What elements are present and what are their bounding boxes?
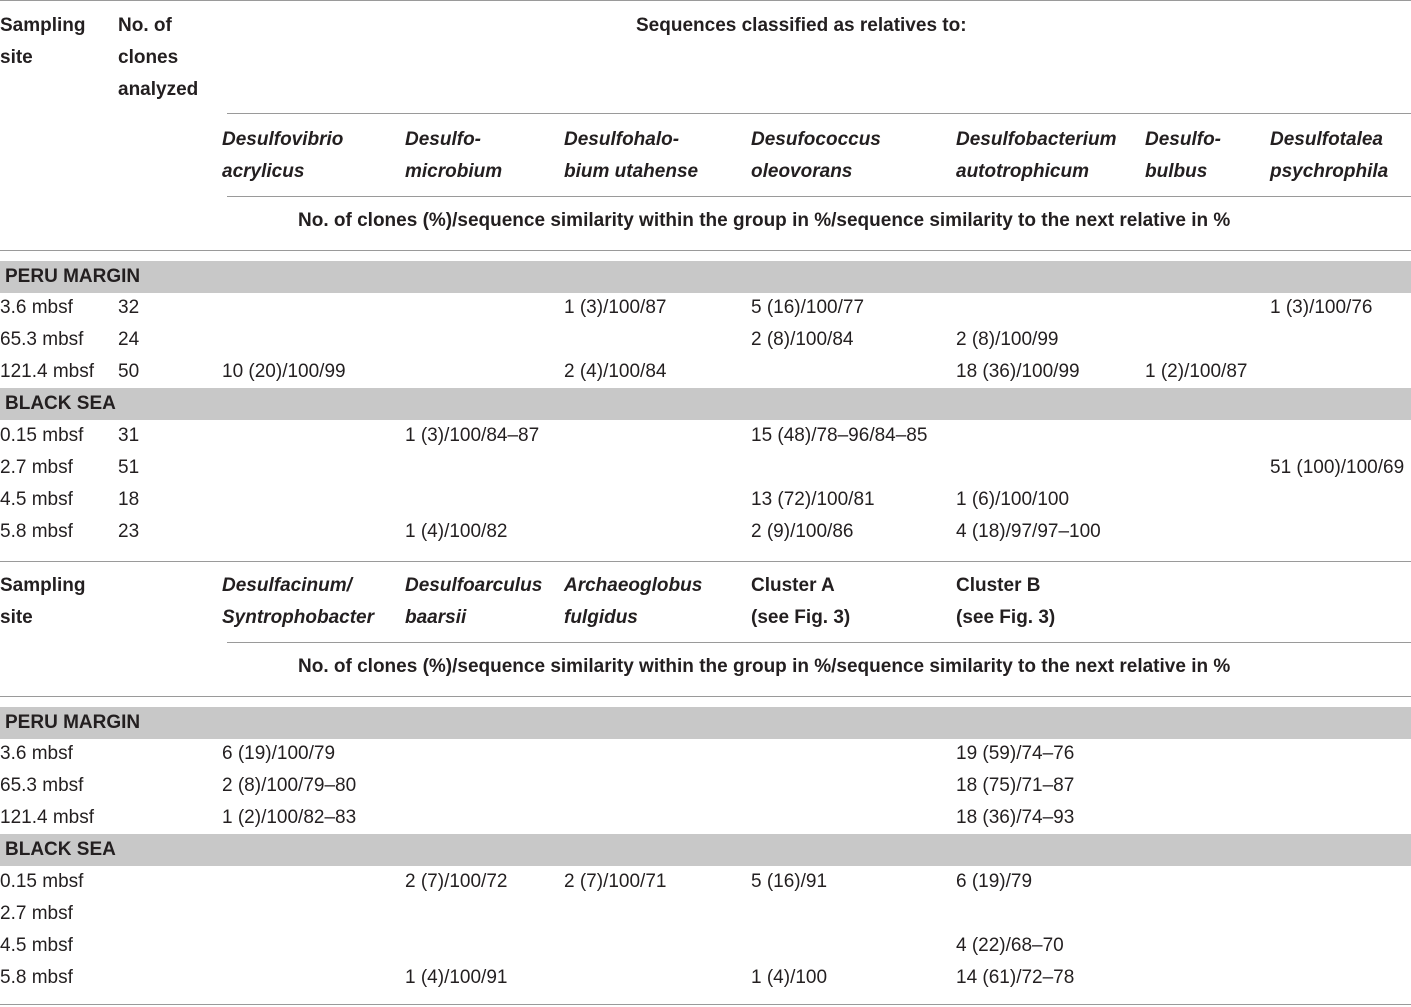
section1-black-sea-band [0,388,1411,420]
group2-header-0: Syntrophobacter [222,607,375,628]
group2-header-0: Desulfacinum/ [222,575,352,596]
group-header-4: Desulfobacterium [956,129,1117,150]
table-cell: 6 (19)/79 [956,871,1033,892]
table-cell: 19 (59)/74–76 [956,743,1075,764]
table-cell: 4 (22)/68–70 [956,935,1064,956]
group-header-3: Desufococcus [751,129,881,150]
table-row-site: 5.8 mbsf [0,521,73,542]
group-header-1: microbium [405,161,503,182]
table-cell: 1 (2)/100/82–83 [222,807,357,828]
group2-header-3: Cluster A [751,575,835,596]
table-row-site: 0.15 mbsf [0,871,84,892]
table-cell: 4 (18)/97/97–100 [956,521,1101,542]
header-clones-analyzed: clones [118,47,179,68]
table-cell: 15 (48)/78–96/84–85 [751,425,928,446]
header-clones-analyzed: No. of [118,15,172,36]
group-header-5: Desulfo- [1145,129,1221,150]
table-row-site: 2.7 mbsf [0,457,73,478]
group2-header-2: Archaeoglobus [564,575,703,596]
group-header-6: Desulfotalea [1270,129,1383,150]
group2-header-1: baarsii [405,607,467,628]
table-row-site: 65.3 mbsf [0,775,84,796]
table-cell: 2 (4)/100/84 [564,361,667,382]
subheader2-rule [227,642,1411,643]
table-cell: 1 (3)/100/84–87 [405,425,540,446]
group-header-6: psychrophila [1270,161,1389,182]
subheader-rule [227,196,1411,197]
header2-sampling-site: Sampling [0,575,86,596]
group2-header-3: (see Fig. 3) [751,607,851,628]
section1-rule [0,250,1411,251]
table-row-clones: 24 [118,329,140,350]
header-sampling-site: Sampling [0,15,86,36]
bottom-rule [0,1004,1411,1005]
top-rule [0,0,1411,1]
table-cell: 1 (4)/100/91 [405,967,508,988]
table-row-clones: 32 [118,297,140,318]
table-cell: 2 (7)/100/72 [405,871,508,892]
table-cell: 5 (16)/91 [751,871,828,892]
group2-header-4: (see Fig. 3) [956,607,1056,628]
table-row-clones: 23 [118,521,140,542]
table-row-site: 4.5 mbsf [0,489,73,510]
section2-black-sea-band [0,834,1411,866]
subheader-note: No. of clones (%)/sequence similarity within the group in %/sequence similarity to the next relative in % [298,210,1231,231]
table-cell: 1 (2)/100/87 [1145,361,1248,382]
table-cell: 2 (8)/100/79–80 [222,775,357,796]
table-cell: 2 (8)/100/84 [751,329,854,350]
header-clones-analyzed: analyzed [118,79,199,100]
table-cell: 1 (3)/100/76 [1270,297,1373,318]
table-cell: 2 (9)/100/86 [751,521,854,542]
group-header-3: oleovorans [751,161,853,182]
subheader2-note: No. of clones (%)/sequence similarity within the group in %/sequence similarity to the next relative in % [298,656,1231,677]
table-row-site: 121.4 mbsf [0,807,94,828]
group-header-0: acrylicus [222,161,305,182]
section2-black-sea-band-label: BLACK SEA [5,839,116,860]
section2-rule [0,696,1411,697]
table-row-clones: 31 [118,425,140,446]
table-row-clones: 50 [118,361,140,382]
table-row-site: 5.8 mbsf [0,967,73,988]
group2-header-2: fulgidus [564,607,638,628]
table-cell: 2 (8)/100/99 [956,329,1059,350]
table-cell: 18 (75)/71–87 [956,775,1075,796]
table-cell: 1 (6)/100/100 [956,489,1070,510]
table-row-clones: 18 [118,489,140,510]
table-cell: 6 (19)/100/79 [222,743,336,764]
section-divider-rule [0,561,1411,562]
table-row-site: 2.7 mbsf [0,903,73,924]
table-row-site: 65.3 mbsf [0,329,84,350]
group-header-2: Desulfohalo- [564,129,680,150]
table-cell: 5 (16)/100/77 [751,297,865,318]
header-sampling-site: site [0,47,33,68]
group2-header-4: Cluster B [956,575,1041,596]
section1-peru-margin-band [0,261,1411,293]
table-cell: 18 (36)/100/99 [956,361,1080,382]
table-cell: 10 (20)/100/99 [222,361,346,382]
table-cell: 51 (100)/100/69 [1270,457,1405,478]
table-row-site: 3.6 mbsf [0,743,73,764]
group-header-5: bulbus [1145,161,1208,182]
group-header-rule [227,113,1411,114]
table-row-site: 121.4 mbsf [0,361,94,382]
table-cell: 13 (72)/100/81 [751,489,875,510]
section1-peru-margin-band-label: PERU MARGIN [5,266,141,287]
table-row-site: 0.15 mbsf [0,425,84,446]
table-cell: 1 (4)/100/82 [405,521,508,542]
header2-sampling-site: site [0,607,33,628]
section1-black-sea-band-label: BLACK SEA [5,393,116,414]
table-row-site: 3.6 mbsf [0,297,73,318]
header-sequences-classified: Sequences classified as relatives to: [636,15,967,36]
section2-peru-margin-band [0,707,1411,739]
table-cell: 18 (36)/74–93 [956,807,1075,828]
table-row-site: 4.5 mbsf [0,935,73,956]
group2-header-1: Desulfoarculus [405,575,543,596]
group-header-2: bium utahense [564,161,699,182]
group-header-1: Desulfo- [405,129,481,150]
section2-peru-margin-band-label: PERU MARGIN [5,712,141,733]
table-cell: 1 (3)/100/87 [564,297,667,318]
table-cell: 2 (7)/100/71 [564,871,667,892]
table-cell: 1 (4)/100 [751,967,828,988]
table-row-clones: 51 [118,457,140,478]
group-header-4: autotrophicum [956,161,1089,182]
group-header-0: Desulfovibrio [222,129,344,150]
table-cell: 14 (61)/72–78 [956,967,1075,988]
